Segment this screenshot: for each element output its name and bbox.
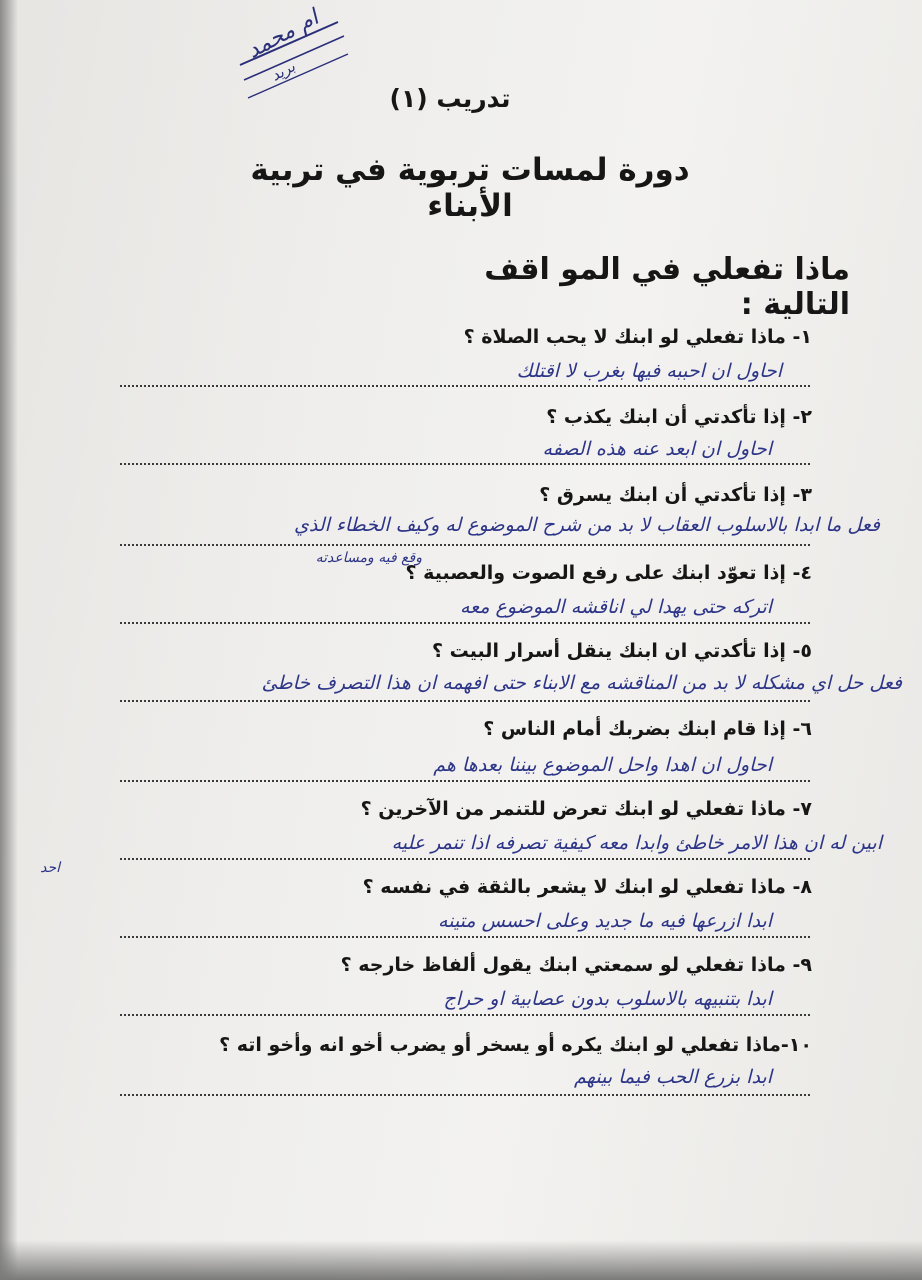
answer-2: احاول ان ابعد عنه هذه الصفه [542, 438, 772, 460]
answer-line-3 [120, 544, 810, 546]
question-4: ٤- إذا تعوّد ابنك على رفع الصوت والعصبية ؟ [405, 562, 812, 584]
course-title: دورة لمسات تربوية في تربية الأبناء [250, 152, 690, 224]
page-title: تدريب (١) [389, 84, 511, 113]
answer-line-8 [120, 936, 810, 938]
question-6: ٦- إذا قام ابنك بضربك أمام الناس ؟ [483, 718, 812, 740]
question-5: ٥- إذا تأكدتي ان ابنك ينقل أسرار البيت ؟ [432, 640, 812, 662]
question-2: ٢- إذا تأكدتي أن ابنك يكذب ؟ [546, 406, 812, 428]
answer-10: ابدا بزرع الحب فيما بينهم [574, 1066, 772, 1088]
answer-4: اتركه حتى يهدا لي اناقشه الموضوع معه [459, 596, 772, 618]
answer-line-6 [120, 780, 810, 782]
question-8: ٨- ماذا تفعلي لو ابنك لا يشعر بالثقة في نفسه ؟ [362, 876, 812, 898]
answer-3-continuation: وقع فيه ومساعدته [315, 550, 422, 566]
question-9: ٩- ماذا تفعلي لو سمعتي ابنك يقول ألفاظ خارجه ؟ [340, 954, 812, 976]
answer-7: ابين له ان هذا الامر خاطئ وابدا معه كيفية تصرفه اذا تنمر عليه [391, 832, 882, 854]
answer-7-continuation: احد [40, 860, 60, 876]
signature-name: ام محمد [243, 5, 323, 64]
answer-5: فعل حل اي مشكله لا بد من المناقشه مع الابناء حتى افهمه ان هذا التصرف خاطئ [261, 672, 902, 694]
answer-6: احاول ان اهدا واحل الموضوع بيننا بعدها هم [433, 754, 772, 776]
section-heading: ماذا تفعلي في المو اقف التالية : [484, 252, 850, 322]
answer-line-9 [120, 1014, 810, 1016]
answer-3: فعل ما ابدا بالاسلوب العقاب لا بد من شرح الموضوع له وكيف الخطاء الذي [294, 514, 880, 536]
answer-line-2 [120, 463, 810, 465]
page-shadow-left [0, 0, 18, 1280]
question-1: ١- ماذا تفعلي لو ابنك لا يحب الصلاة ؟ [463, 326, 812, 348]
answer-line-10 [120, 1094, 810, 1096]
question-7: ٧- ماذا تفعلي لو ابنك تعرض للتنمر من الآخرين ؟ [360, 798, 812, 820]
answer-line-5 [120, 700, 810, 702]
answer-line-4 [120, 622, 810, 624]
signature-note: بريد [267, 57, 299, 85]
page-shadow-bottom [0, 1240, 922, 1280]
question-10: ١٠-ماذا تفعلي لو ابنك يكره أو يسخر أو يضرب أخو انه وأخو اته ؟ [219, 1034, 812, 1056]
answer-9: ابدا بتنبيهه بالاسلوب بدون عصابية او حراج [443, 988, 772, 1010]
answer-line-1 [120, 385, 810, 387]
answer-8: ابدا ازرعها فيه ما جديد وعلى احسس متينه [438, 910, 772, 932]
answer-1: احاول ان احببه فيها بغرب لا اقتلك [516, 360, 782, 382]
answer-line-7 [120, 858, 810, 860]
question-3: ٣- إذا تأكدتي أن ابنك يسرق ؟ [539, 484, 812, 506]
